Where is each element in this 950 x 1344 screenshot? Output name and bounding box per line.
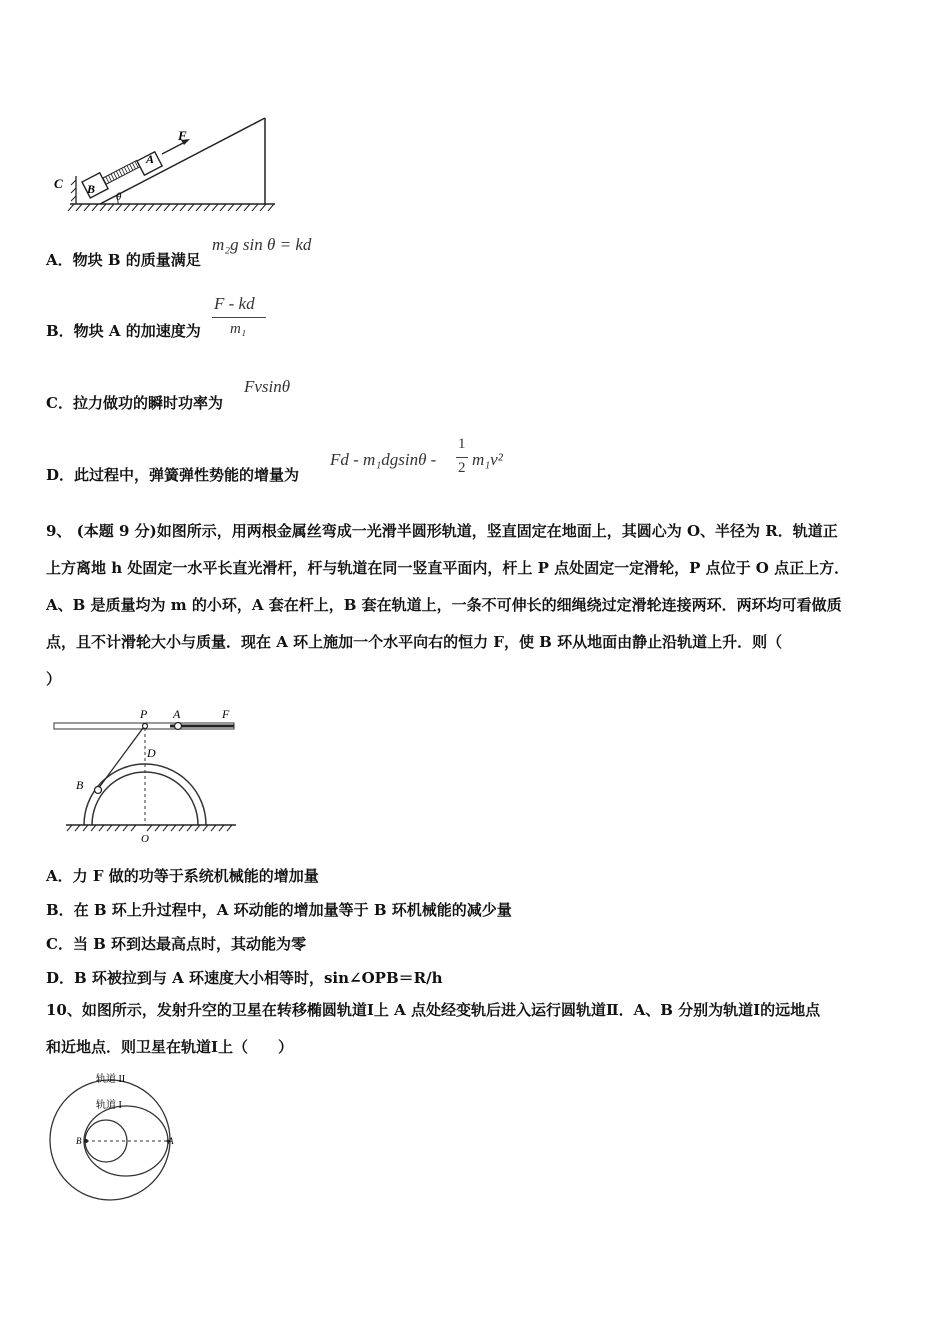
label-orbit-2: 轨道 II <box>96 1074 126 1085</box>
q10-line-1: 10、如图所示，发射升空的卫星在转移椭圆轨道Ⅰ上 A 点处经变轨后进入运行圆轨道Ⅱ．A、B 分别为轨道Ⅰ的远地点 <box>46 1001 821 1019</box>
q10-stem <box>46 992 820 1066</box>
q9-option-d: D．B 环被拉到与 A 环速度大小相等时，sin∠OPB＝R/h <box>46 969 443 987</box>
q8-option-a-text: A．物块 B 的质量满足 <box>46 251 201 269</box>
incline-figure <box>50 112 280 214</box>
q9-option-a: A．力 F 做的功等于系统机械能的增加量 <box>46 867 319 885</box>
q8-option-d-frac-bar <box>456 457 468 458</box>
q9-line-4: 点，且不计滑轮大小与质量．现在 A 环上施加一个水平向右的恒力 F，使 B 环从地面由静止沿轨道上升．则（ <box>46 633 783 651</box>
q8-option-a-formula: m₂g sin θ = kd <box>212 235 312 254</box>
q8-option-d-formula-post: m₁v² <box>472 450 503 469</box>
semicircle-track-figure <box>50 703 246 843</box>
q9-option-b: B．在 B 环上升过程中，A 环动能的增加量等于 B 环机械能的减少量 <box>46 901 512 919</box>
q9-stem <box>46 513 849 698</box>
q8-option-d <box>46 464 299 485</box>
q8-option-b-numerator: F - kd <box>214 294 255 313</box>
label-f: F <box>178 128 187 143</box>
q8-option-c-text: C．拉力做功的瞬时功率为 <box>46 394 223 412</box>
label-a: A <box>173 707 181 721</box>
q8-option-c-formula: Fvsinθ <box>244 377 291 396</box>
label-o: O <box>141 833 149 843</box>
q9-line-2: 上方离地 h 处固定一水平长直光滑杆，杆与轨道在同一竖直平面内，杆上 P 点处固定一定滑轮，P 点位于 O 点正上方． <box>46 559 850 577</box>
q8-option-d-frac-den: 2 <box>458 460 466 476</box>
q8-option-b-denominator: m₁ <box>230 321 247 337</box>
q9-line-1: 9、 (本题 9 分)如图所示，用两根金属丝弯成一光滑半圆形轨道，竖直固定在地面上，其圆心为 O、半径为 R．轨道正 <box>46 522 838 540</box>
q8-option-c <box>46 392 223 413</box>
label-d: D <box>147 746 156 760</box>
q8-option-b-text: B．物块 A 的加速度为 <box>46 322 201 340</box>
q8-option-b-fraction-bar <box>212 317 266 318</box>
label-b: B <box>87 182 96 196</box>
q8-option-b <box>46 320 201 341</box>
q9-option-c: C．当 B 环到达最高点时，其动能为零 <box>46 935 307 953</box>
q8-option-d-formula-pre: Fd - m₁dgsinθ - <box>330 450 437 469</box>
label-b: B <box>76 778 84 792</box>
q9-line-3: A、B 是质量均为 m 的小环，A 套在杆上，B 套在轨道上，一条不可伸长的细绳绕过定滑轮连接两环．两环均可看做质 <box>46 596 842 614</box>
label-c: C <box>54 176 63 191</box>
q8-option-a <box>46 249 201 270</box>
label-theta: θ <box>116 191 122 203</box>
orbit-figure <box>46 1068 176 1202</box>
label-a: A <box>146 152 155 166</box>
label-orbit-1: 轨道 I <box>96 1100 122 1111</box>
label-p: P <box>140 707 148 721</box>
q8-option-d-text: D．此过程中，弹簧弹性势能的增量为 <box>46 466 300 484</box>
q9-line-5: ） <box>46 670 62 688</box>
label-b: B <box>76 1136 82 1146</box>
q10-line-2: 和近地点．则卫星在轨道Ⅰ上（ ） <box>46 1038 294 1056</box>
label-a: A <box>168 1136 174 1146</box>
label-f: F <box>222 707 230 721</box>
q8-option-d-frac-num: 1 <box>458 436 466 452</box>
